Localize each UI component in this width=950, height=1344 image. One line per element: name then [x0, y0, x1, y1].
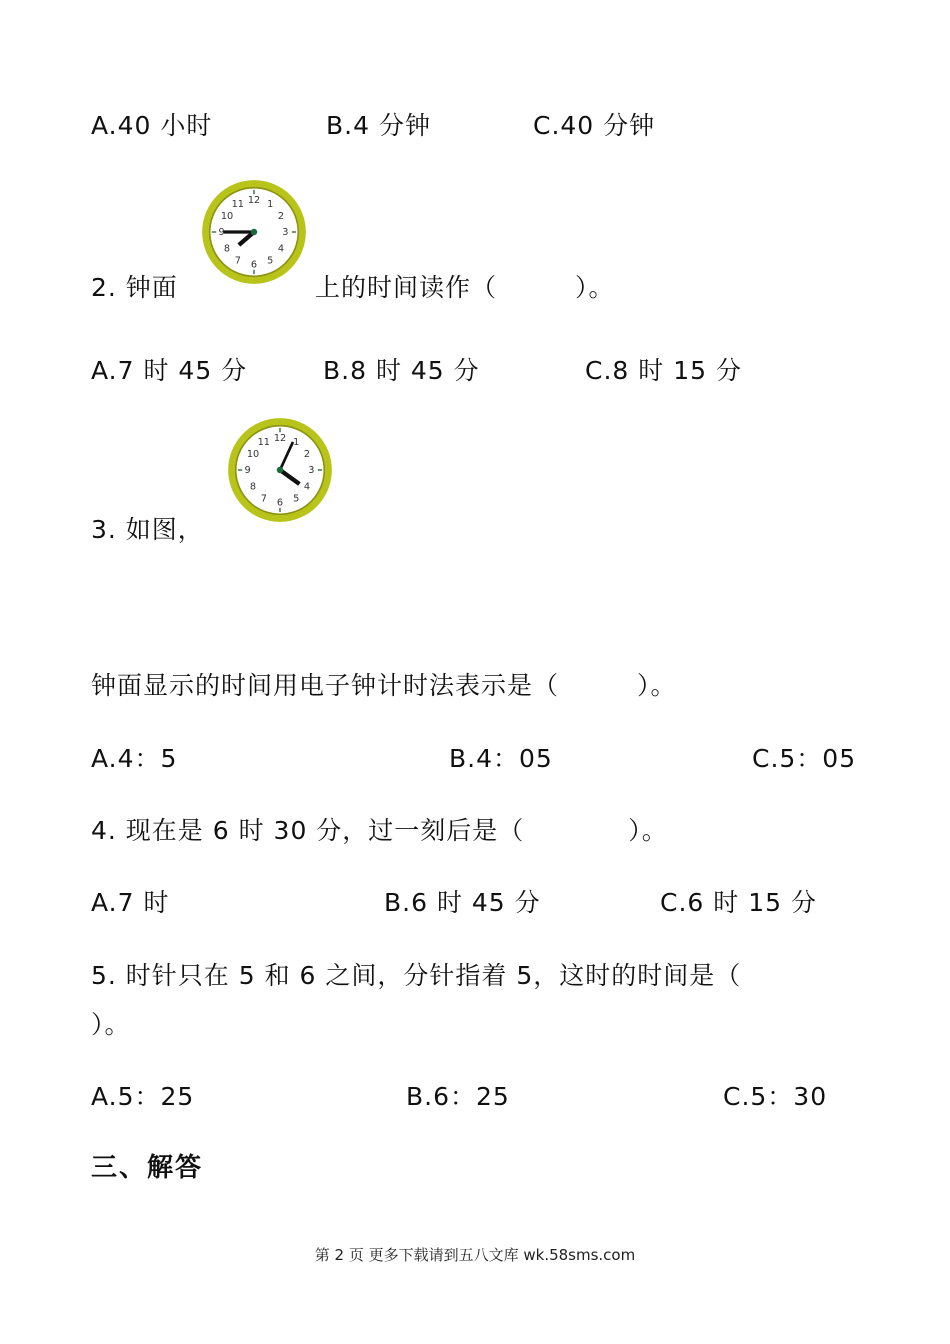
- q3-option-b: B.4：05: [449, 744, 553, 773]
- svg-text:11: 11: [231, 199, 244, 211]
- svg-text:6: 6: [276, 497, 284, 509]
- svg-text:10: 10: [220, 211, 234, 223]
- q4-option-c: C.6 时 15 分: [660, 888, 817, 917]
- svg-text:3: 3: [308, 465, 315, 477]
- q4-option-a: A.7 时: [91, 888, 170, 917]
- svg-text:5: 5: [267, 255, 274, 267]
- q1-option-c: C.40 分钟: [533, 111, 656, 140]
- page-footer: 第 2 页 更多下载请到五八文库 wk.58sms.com: [314, 1246, 636, 1264]
- q4-text: 4. 现在是 6 时 30 分，过一刻后是（ ）。: [91, 816, 668, 845]
- q2-prefix: 2. 钟面: [91, 273, 178, 302]
- q4-option-b: B.6 时 45 分: [384, 888, 541, 917]
- svg-text:11: 11: [257, 437, 270, 449]
- svg-text:9: 9: [218, 227, 225, 239]
- svg-text:3: 3: [282, 227, 289, 239]
- svg-text:1: 1: [293, 437, 300, 449]
- svg-text:12: 12: [273, 432, 287, 444]
- q2-option-b: B.8 时 45 分: [323, 356, 480, 385]
- q2-option-c: C.8 时 15 分: [585, 356, 742, 385]
- svg-text:8: 8: [223, 243, 231, 255]
- svg-text:9: 9: [244, 465, 251, 477]
- svg-text:8: 8: [249, 481, 257, 493]
- svg-text:2: 2: [277, 211, 285, 223]
- q2-option-a: A.7 时 45 分: [91, 356, 248, 385]
- clock-icon-q3: [226, 416, 334, 524]
- q5-text-line1: 5. 时针只在 5 和 6 之间，分针指着 5，这时的时间是（: [91, 961, 742, 990]
- q1-option-a: A.40 小时: [91, 111, 213, 140]
- q5-text-line2: ）。: [91, 1010, 131, 1039]
- svg-text:2: 2: [303, 449, 311, 461]
- q3-option-c: C.5：05: [752, 744, 857, 773]
- svg-text:10: 10: [246, 449, 260, 461]
- q5-option-c: C.5：30: [723, 1082, 828, 1111]
- svg-text:1: 1: [267, 199, 274, 211]
- svg-text:4: 4: [303, 481, 311, 493]
- svg-text:4: 4: [277, 243, 285, 255]
- svg-text:12: 12: [247, 194, 261, 206]
- q3-option-a: A.4：5: [91, 744, 178, 773]
- svg-text:6: 6: [250, 259, 258, 271]
- q5-option-a: A.5：25: [91, 1082, 195, 1111]
- clock-icon-q2: [200, 178, 308, 286]
- q1-option-b: B.4 分钟: [326, 111, 431, 140]
- svg-text:5: 5: [293, 493, 300, 505]
- q3-text: 钟面显示的时间用电子钟计时法表示是（ ）。: [91, 671, 677, 700]
- q5-option-b: B.6：25: [406, 1082, 510, 1111]
- q2-suffix: 上的时间读作（ ）。: [315, 273, 615, 302]
- q3-prefix: 3. 如图，: [91, 515, 204, 544]
- section-title: 三、解答: [91, 1153, 204, 1183]
- svg-text:7: 7: [260, 493, 267, 505]
- svg-text:7: 7: [234, 255, 241, 267]
